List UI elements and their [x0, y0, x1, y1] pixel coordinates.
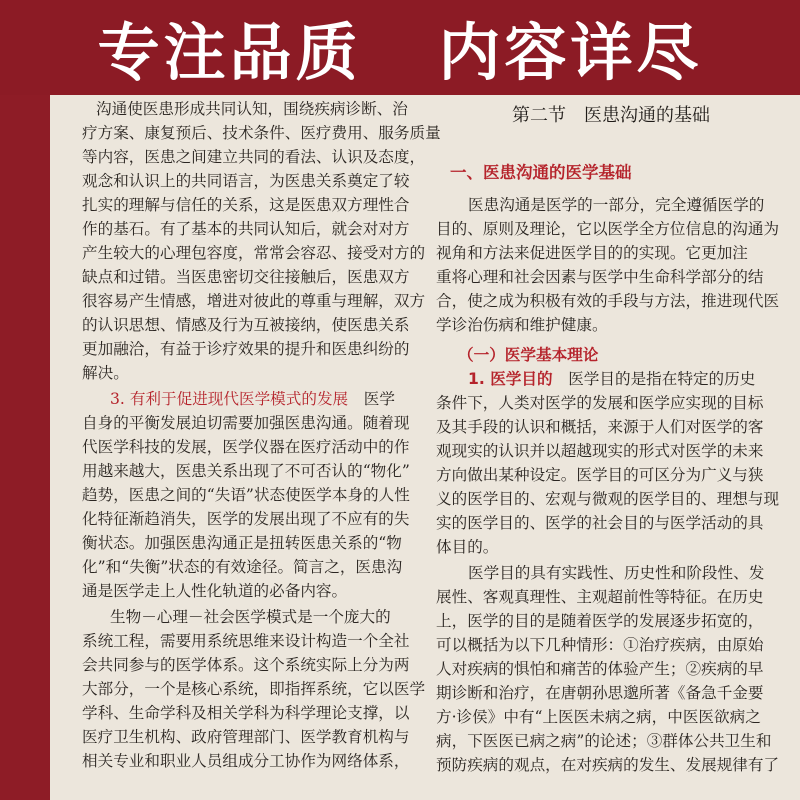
text-line: 化”和“失衡”状态的有效途径。简言之，医患沟 — [82, 558, 403, 576]
text-line: 重将心理和社会因素与医学中生命科学部分的结 — [436, 268, 764, 286]
promo-banner — [0, 0, 800, 95]
text-line: 自身的平衡发展迫切需要加强医患沟通。随着现 — [82, 414, 410, 432]
text-line: 学诊治伤病和维护健康。 — [436, 316, 608, 334]
text-line: 可以概括为以下几种情形：①治疗疾病，由原始 — [436, 636, 764, 654]
text-line: 学科、生命学科及相关学科为科学理论支撑，以 — [82, 704, 410, 722]
text-line: 的认识思想、情感及行为互被接纳，使医患关系 — [82, 316, 410, 334]
text-line: 很容易产生情感，增进对彼此的尊重与理解，双方 — [82, 292, 426, 310]
text-line: 医疗卫生机构、政府管理部门、医学教育机构与 — [82, 728, 410, 746]
heading-level-1: 一、医患沟通的医学基础 — [450, 163, 632, 182]
text-line: 方·诊侯》中有“上医医未病之病，中医医欲病之 — [436, 708, 761, 726]
text-line: 等内容，医患之间建立共同的看法、认识及态度， — [82, 148, 426, 166]
text-line: 期诊断和治疗，在唐朝孙思邈所著《备急千金要 — [436, 684, 764, 702]
point3-title: 3. 有利于促进现代医学模式的发展 — [110, 390, 349, 408]
text-line: 大部分，一个是核心系统，即指挥系统，它以医学 — [82, 680, 426, 698]
item1-tail: 医学目的是指在特定的历史 — [568, 370, 756, 388]
book-page — [50, 95, 800, 800]
text-line: 上，医学的目的是随着医学的发展逐步拓宽的， — [436, 612, 764, 630]
text-line: 缺点和过错。当医患密切交往接触后，医患双方 — [82, 268, 410, 286]
text-line: 合，使之成为积极有效的手段与方法，推进现代医 — [436, 292, 780, 310]
text-line: 代医学科技的发展，医学仪器在医疗活动中的作 — [82, 438, 410, 456]
text-line: 趋势，医患之间的“失语”状态使医学本身的人性 — [82, 486, 410, 504]
text-line: 目的、原则及理论，它以医学全方位信息的沟通为 — [436, 220, 780, 238]
item1-title: 1. 医学目的 — [468, 370, 553, 388]
text-line: 预防疾病的观点，在对疾病的发生、发展规律有了 — [436, 756, 780, 774]
text-line: 相关专业和职业人员组成分工协作为网络体系， — [82, 752, 410, 770]
section-title: 第二节 医患沟通的基础 — [512, 105, 710, 126]
text-line: 医学目的具有实践性、历史性和阶段性、发 — [468, 564, 765, 582]
text-line: 通是医学走上人性化轨道的必备内容。 — [82, 582, 348, 600]
text-line: 展性、客观真理性、主观超前性等特征。在历史 — [436, 588, 764, 606]
text-line: 实的医学目的、医学的社会目的与医学活动的具 — [436, 514, 764, 532]
text-line: 人对疾病的惧怕和痛苦的体验产生；②疾病的早 — [436, 660, 764, 678]
point3-tail: 医学 — [363, 390, 395, 408]
heading-level-2: （一）医学基本理论 — [458, 346, 599, 364]
text-line: 义的医学目的、宏观与微观的医学目的、理想与现 — [436, 490, 780, 508]
text-line: 及其手段的认识和概括，来源于人们对医学的客 — [436, 418, 764, 436]
text-line: 会共同参与的医学体系。这个系统实际上分为两 — [82, 656, 410, 674]
text-line: 生物－心理－社会医学模式是一个庞大的 — [110, 608, 391, 626]
text-line: 解决。 — [82, 364, 129, 382]
text-line: 条件下，人类对医学的发展和医学应实现的目标 — [436, 394, 764, 412]
text-line: 方向做出某种设定。医学目的可区分为广义与狭 — [436, 466, 764, 484]
text-line: 系统工程，需要用系统思维来设计构造一个全社 — [82, 632, 410, 650]
text-line: 疗方案、康复预后、技术条件、医疗费用、服务质量 — [82, 124, 441, 142]
text-line: 衡状态。加强医患沟通正是扭转医患关系的“物 — [82, 534, 402, 552]
text-line: 视角和方法来促进医学目的的实现。它更加注 — [436, 244, 748, 262]
text-line: 病，下医医已病之病”的论述；③群体公共卫生和 — [436, 732, 772, 750]
point3-line — [110, 389, 395, 409]
text-line: 医患沟通是医学的一部分，完全遵循医学的 — [468, 196, 765, 214]
text-line: 化特征渐趋消失，医学的发展出现了不应有的失 — [82, 510, 410, 528]
text-line: 作的基石。有了基本的共同认知后，就会对对方 — [82, 220, 410, 238]
text-line: 用越来越大，医患关系出现了不可否认的“物化” — [82, 462, 410, 480]
text-line: 观念和认识上的共同语言，为医患关系奠定了较 — [82, 172, 410, 190]
text-line: 体目的。 — [436, 538, 499, 556]
text-line: 产生较大的心理包容度，常常会容忍、接受对方的 — [82, 244, 426, 262]
text-line: 更加融洽，有益于诊疗效果的提升和医患纠纷的 — [82, 340, 410, 358]
banner-title: 专注品质 内容详尽 — [97, 16, 703, 89]
text-line: 沟通使医患形成共同认知，围绕疾病诊断、治 — [96, 100, 408, 118]
item1-line — [468, 369, 755, 389]
text-line: 扎实的理解与信任的关系，这是医患双方理性合 — [82, 196, 410, 214]
text-line: 观现实的认识并以超越现实的形式对医学的未来 — [436, 442, 764, 460]
